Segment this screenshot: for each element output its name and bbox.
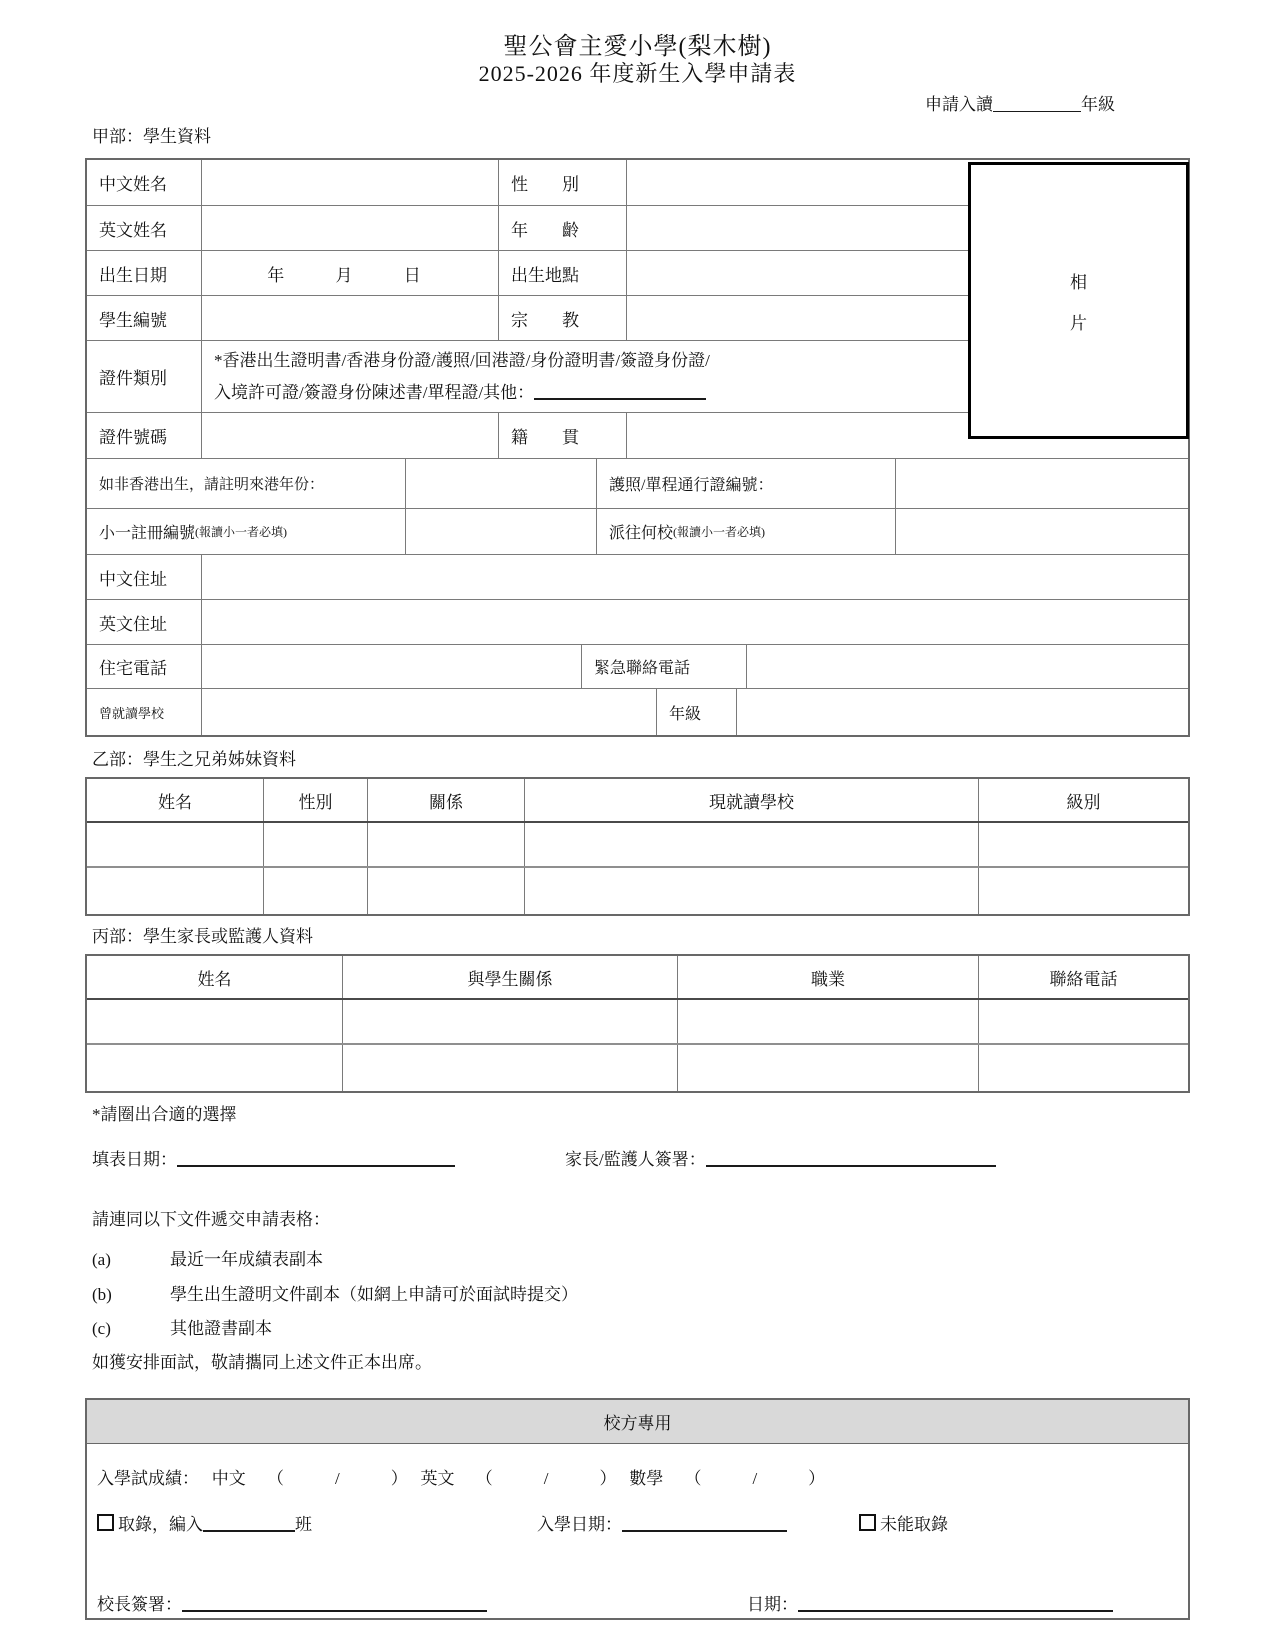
guardian-phone-field[interactable] bbox=[979, 1000, 1188, 1043]
table-row bbox=[87, 459, 1188, 509]
table-row bbox=[87, 509, 1188, 555]
birthplace-label: 出生地點 bbox=[499, 251, 627, 295]
table-row bbox=[87, 868, 1188, 914]
arrival-year-field[interactable] bbox=[406, 459, 597, 508]
admit-option bbox=[97, 1510, 312, 1535]
admit-label: 取錄，編入 bbox=[118, 1515, 203, 1534]
admission-date-line bbox=[537, 1510, 787, 1535]
photo-box bbox=[968, 162, 1189, 439]
sibling-school-field[interactable] bbox=[525, 823, 979, 866]
english-address-field[interactable] bbox=[202, 600, 1188, 644]
sibling-school-field[interactable] bbox=[525, 868, 979, 914]
guardian-occupation-field[interactable] bbox=[678, 1000, 979, 1043]
emergency-phone-field[interactable] bbox=[747, 645, 1188, 688]
fill-date-blank[interactable] bbox=[177, 1151, 455, 1167]
school-name: 聖公會主愛小學(梨木樹) bbox=[503, 34, 772, 60]
gender-label: 性 別 bbox=[499, 160, 627, 205]
part-a-title: 甲部：學生資料 bbox=[92, 127, 211, 146]
principal-sign-line bbox=[97, 1590, 487, 1615]
sibling-grade-field[interactable] bbox=[979, 868, 1188, 914]
docs-intro: 請連同以下文件遞交申請表格： bbox=[92, 1210, 330, 1229]
p1-reg-no-label: 小一註冊編號 (報讀小一者必填) bbox=[87, 509, 406, 554]
guardian-relation-field[interactable] bbox=[343, 1045, 678, 1091]
interview-note: 如獲安排面試，敬請攜同上述文件正本出席。 bbox=[92, 1353, 432, 1372]
sibling-relation-field[interactable] bbox=[368, 823, 525, 866]
passport-no-label: 護照/單程通行證編號： bbox=[597, 459, 896, 508]
form-title: 2025-2026 年度新生入學申請表 bbox=[478, 61, 797, 86]
table-row bbox=[87, 645, 1188, 689]
circle-note: *請圈出合適的選擇 bbox=[92, 1105, 237, 1124]
guardian-sign-blank[interactable] bbox=[706, 1151, 996, 1167]
doc-item-text: 其他證書副本 bbox=[170, 1319, 272, 1338]
table-header-row bbox=[87, 956, 1188, 1000]
table-row bbox=[87, 1045, 1188, 1091]
principal-sign-blank[interactable] bbox=[182, 1596, 487, 1612]
dob-year-unit: 年 bbox=[267, 265, 285, 285]
student-no-label: 學生編號 bbox=[87, 296, 202, 340]
reject-label: 未能取錄 bbox=[880, 1515, 948, 1534]
doc-item-text: 學生出生證明文件副本（如網上申請可於面試時提交） bbox=[170, 1285, 578, 1304]
table-row bbox=[87, 689, 1188, 735]
sibling-name-field[interactable] bbox=[87, 823, 264, 866]
part-b-table bbox=[85, 777, 1190, 916]
part-c-table bbox=[85, 954, 1190, 1093]
part-b-title: 乙部：學生之兄弟姊妹資料 bbox=[92, 750, 296, 769]
doc-item-key: (c) bbox=[92, 1319, 111, 1338]
school-date-line bbox=[747, 1590, 1113, 1615]
doc-item-b bbox=[92, 1280, 578, 1305]
reject-option bbox=[859, 1510, 948, 1535]
english-name-field[interactable] bbox=[202, 206, 499, 250]
guardian-name-field[interactable] bbox=[87, 1000, 343, 1043]
admission-date-label: 入學日期： bbox=[537, 1515, 622, 1534]
doc-type-options-line1: *香港出生證明書/香港身份證/護照/回港證/身份證明書/簽證身份證/ bbox=[214, 351, 710, 371]
previous-school-label: 曾就讀學校 bbox=[87, 689, 202, 735]
guardian-header-occupation: 職業 bbox=[678, 956, 979, 998]
doc-item-a bbox=[92, 1245, 323, 1270]
guardian-occupation-field[interactable] bbox=[678, 1045, 979, 1091]
doc-type-options-line2: 入境許可證/簽證身份陳述書/單程證/其他： bbox=[214, 377, 706, 408]
photo-label-char2: 片 bbox=[1070, 313, 1087, 333]
table-row bbox=[87, 600, 1188, 645]
arrival-year-label: 如非香港出生，請註明來港年份： bbox=[87, 459, 406, 508]
dob-month-unit: 月 bbox=[335, 265, 353, 285]
table-row bbox=[87, 1000, 1188, 1045]
sibling-header-name: 姓名 bbox=[87, 779, 264, 821]
doc-no-field[interactable] bbox=[202, 413, 499, 458]
sibling-grade-field[interactable] bbox=[979, 823, 1188, 866]
grade-label: 年級 bbox=[657, 689, 737, 735]
doc-type-label: 證件類別 bbox=[87, 341, 202, 412]
guardian-phone-field[interactable] bbox=[979, 1045, 1188, 1091]
exam-score-line: 入學試成績： 中文 （ / ） 英文 （ / ） 數學 （ / ） bbox=[97, 1469, 826, 1488]
p1-reg-no-field[interactable] bbox=[406, 509, 597, 554]
sibling-relation-field[interactable] bbox=[368, 868, 525, 914]
school-use-box bbox=[85, 1398, 1190, 1620]
allocated-school-field[interactable] bbox=[896, 509, 1188, 554]
fill-date-line bbox=[92, 1145, 455, 1170]
guardian-header-name: 姓名 bbox=[87, 956, 343, 998]
sibling-header-gender: 性別 bbox=[264, 779, 368, 821]
grade-field[interactable] bbox=[737, 689, 1188, 735]
home-phone-field[interactable] bbox=[202, 645, 582, 688]
sibling-header-relation: 關係 bbox=[368, 779, 525, 821]
school-use-header: 校方專用 bbox=[87, 1400, 1188, 1444]
doc-no-label: 證件號碼 bbox=[87, 413, 202, 458]
table-row bbox=[87, 823, 1188, 868]
guardian-name-field[interactable] bbox=[87, 1045, 343, 1091]
apply-grade-blank[interactable] bbox=[993, 97, 1081, 112]
chinese-address-field[interactable] bbox=[202, 555, 1188, 599]
chinese-name-label: 中文姓名 bbox=[87, 160, 202, 205]
origin-label: 籍 貫 bbox=[499, 413, 627, 458]
home-phone-label: 住宅電話 bbox=[87, 645, 202, 688]
english-name-label: 英文姓名 bbox=[87, 206, 202, 250]
religion-label: 宗 教 bbox=[499, 296, 627, 340]
dob-label: 出生日期 bbox=[87, 251, 202, 295]
principal-sign-label: 校長簽署： bbox=[97, 1595, 182, 1614]
emergency-phone-label: 緊急聯絡電話 bbox=[582, 645, 747, 688]
table-header-row bbox=[87, 779, 1188, 823]
guardian-sign-label: 家長/監護人簽署： bbox=[565, 1150, 706, 1169]
previous-school-field[interactable] bbox=[202, 689, 657, 735]
doc-item-c bbox=[92, 1314, 272, 1339]
apply-grade-suffix: 年級 bbox=[1081, 95, 1115, 114]
part-c-title: 丙部：學生家長或監護人資料 bbox=[92, 927, 313, 946]
admit-class-blank[interactable] bbox=[203, 1516, 295, 1532]
p1-reg-note: (報讀小一者必填) bbox=[195, 525, 288, 539]
checkbox-icon-rejected[interactable] bbox=[859, 1514, 876, 1531]
school-date-blank[interactable] bbox=[798, 1596, 1113, 1612]
sibling-gender-field[interactable] bbox=[264, 868, 368, 914]
admit-class-suffix: 班 bbox=[295, 1515, 312, 1534]
age-label: 年 齡 bbox=[499, 206, 627, 250]
chinese-address-label: 中文住址 bbox=[87, 555, 202, 599]
sibling-gender-field[interactable] bbox=[264, 823, 368, 866]
student-no-field[interactable] bbox=[202, 296, 499, 340]
school-date-label: 日期： bbox=[747, 1595, 798, 1614]
photo-label-char1: 相 bbox=[1070, 272, 1087, 292]
sibling-name-field[interactable] bbox=[87, 868, 264, 914]
apply-grade-prefix: 申請入讀 bbox=[925, 95, 993, 114]
allocated-school-note: (報讀小一者必填) bbox=[673, 525, 766, 539]
chinese-name-field[interactable] bbox=[202, 160, 499, 205]
guardian-sign-line bbox=[565, 1145, 996, 1170]
dob-day-unit: 日 bbox=[403, 265, 421, 285]
fill-date-label: 填表日期： bbox=[92, 1150, 177, 1169]
table-row bbox=[87, 555, 1188, 600]
allocated-school-label: 派往何校 (報讀小一者必填) bbox=[597, 509, 896, 554]
guardian-header-relation: 與學生關係 bbox=[343, 956, 678, 998]
doc-item-key: (a) bbox=[92, 1250, 111, 1269]
doc-item-text: 最近一年成績表副本 bbox=[170, 1250, 323, 1269]
admission-date-blank[interactable] bbox=[622, 1516, 787, 1532]
sibling-header-school: 現就讀學校 bbox=[525, 779, 979, 821]
passport-no-field[interactable] bbox=[896, 459, 1188, 508]
doc-type-other-blank[interactable] bbox=[534, 384, 706, 400]
guardian-header-phone: 聯絡電話 bbox=[1049, 969, 1118, 989]
dob-field[interactable] bbox=[202, 251, 499, 295]
doc-item-key: (b) bbox=[92, 1285, 112, 1304]
english-address-label: 英文住址 bbox=[87, 600, 202, 644]
sibling-header-grade: 級別 bbox=[1066, 792, 1101, 812]
apply-grade-line bbox=[925, 90, 1115, 115]
checkbox-icon-admitted[interactable] bbox=[97, 1514, 114, 1531]
guardian-relation-field[interactable] bbox=[343, 1000, 678, 1043]
